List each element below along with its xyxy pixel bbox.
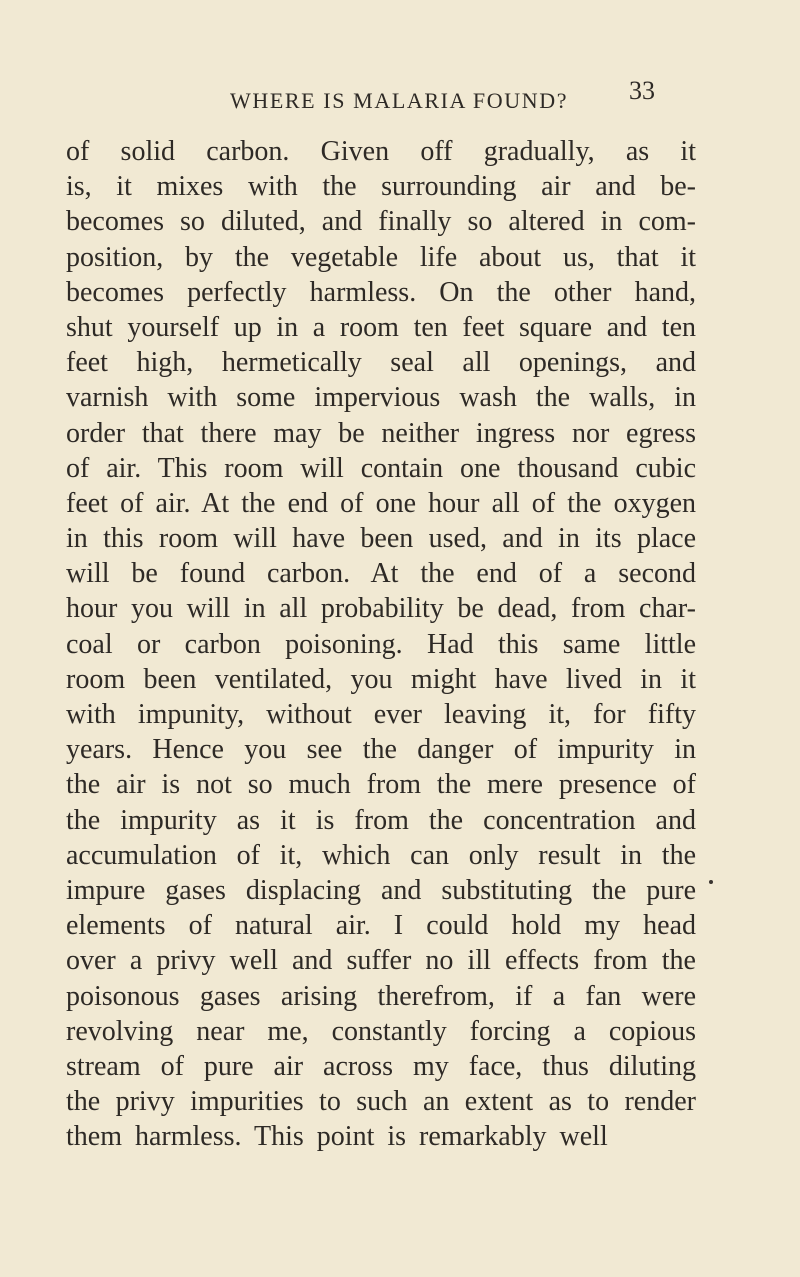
text-line: order that there may be neither ingress nor egress	[66, 417, 696, 449]
text-line: shut yourself up in a room ten feet square and ten	[66, 311, 696, 343]
text-line: becomes so diluted, and finally so altered in com-	[66, 206, 696, 238]
text-line: feet of air. At the end of one hour all of the oxygen	[66, 487, 696, 519]
text-line: with impunity, without ever leaving it, for fifty	[66, 699, 696, 730]
text-line: stream of pure air across my face, thus diluting	[66, 1050, 696, 1082]
margin-speck	[709, 880, 713, 884]
text-line: of solid carbon. Given off gradually, as it	[66, 136, 696, 167]
text-line: impure gases displacing and substituting the pure	[66, 874, 696, 906]
text-line: elements of natural air. I could hold my head	[66, 910, 696, 942]
text-line: poisonous gases arising therefrom, if a fan were	[66, 980, 696, 1012]
text-line: feet high, hermetically seal all openings, and	[66, 347, 696, 379]
text-line: them harmless. This point is remarkably well	[66, 1121, 608, 1153]
text-line: revolving near me, constantly forcing a copious	[66, 1015, 696, 1047]
text-line: over a privy well and suffer no ill effects from the	[66, 945, 696, 977]
text-line: will be found carbon. At the end of a second	[66, 558, 696, 590]
body-text	[66, 134, 696, 1154]
page-number: 33	[629, 76, 655, 105]
text-line: varnish with some impervious wash the walls, in	[66, 382, 696, 414]
text-line: coal or carbon poisoning. Had this same little	[66, 628, 696, 660]
text-line: accumulation of it, which can only result in the	[66, 839, 696, 871]
running-title: WHERE IS MALARIA FOUND?	[230, 88, 569, 113]
text-line: becomes perfectly harmless. On the other hand,	[66, 276, 696, 308]
text-line: years. Hence you see the danger of impurity in	[66, 734, 696, 766]
text-line: in this room will have been used, and in its place	[66, 523, 696, 555]
text-line: room been ventilated, you might have lived in it	[66, 663, 696, 695]
running-head	[0, 76, 800, 128]
text-line: the privy impurities to such an extent as to render	[66, 1086, 696, 1118]
text-line: of air. This room will contain one thousand cubic	[66, 452, 696, 484]
text-line: hour you will in all probability be dead, from char-	[66, 593, 696, 625]
text-line: is, it mixes with the surrounding air and be-	[66, 171, 696, 203]
text-line: the impurity as it is from the concentration and	[66, 804, 696, 836]
text-line: position, by the vegetable life about us, that it	[66, 241, 696, 273]
text-line: the air is not so much from the mere presence of	[66, 769, 696, 801]
